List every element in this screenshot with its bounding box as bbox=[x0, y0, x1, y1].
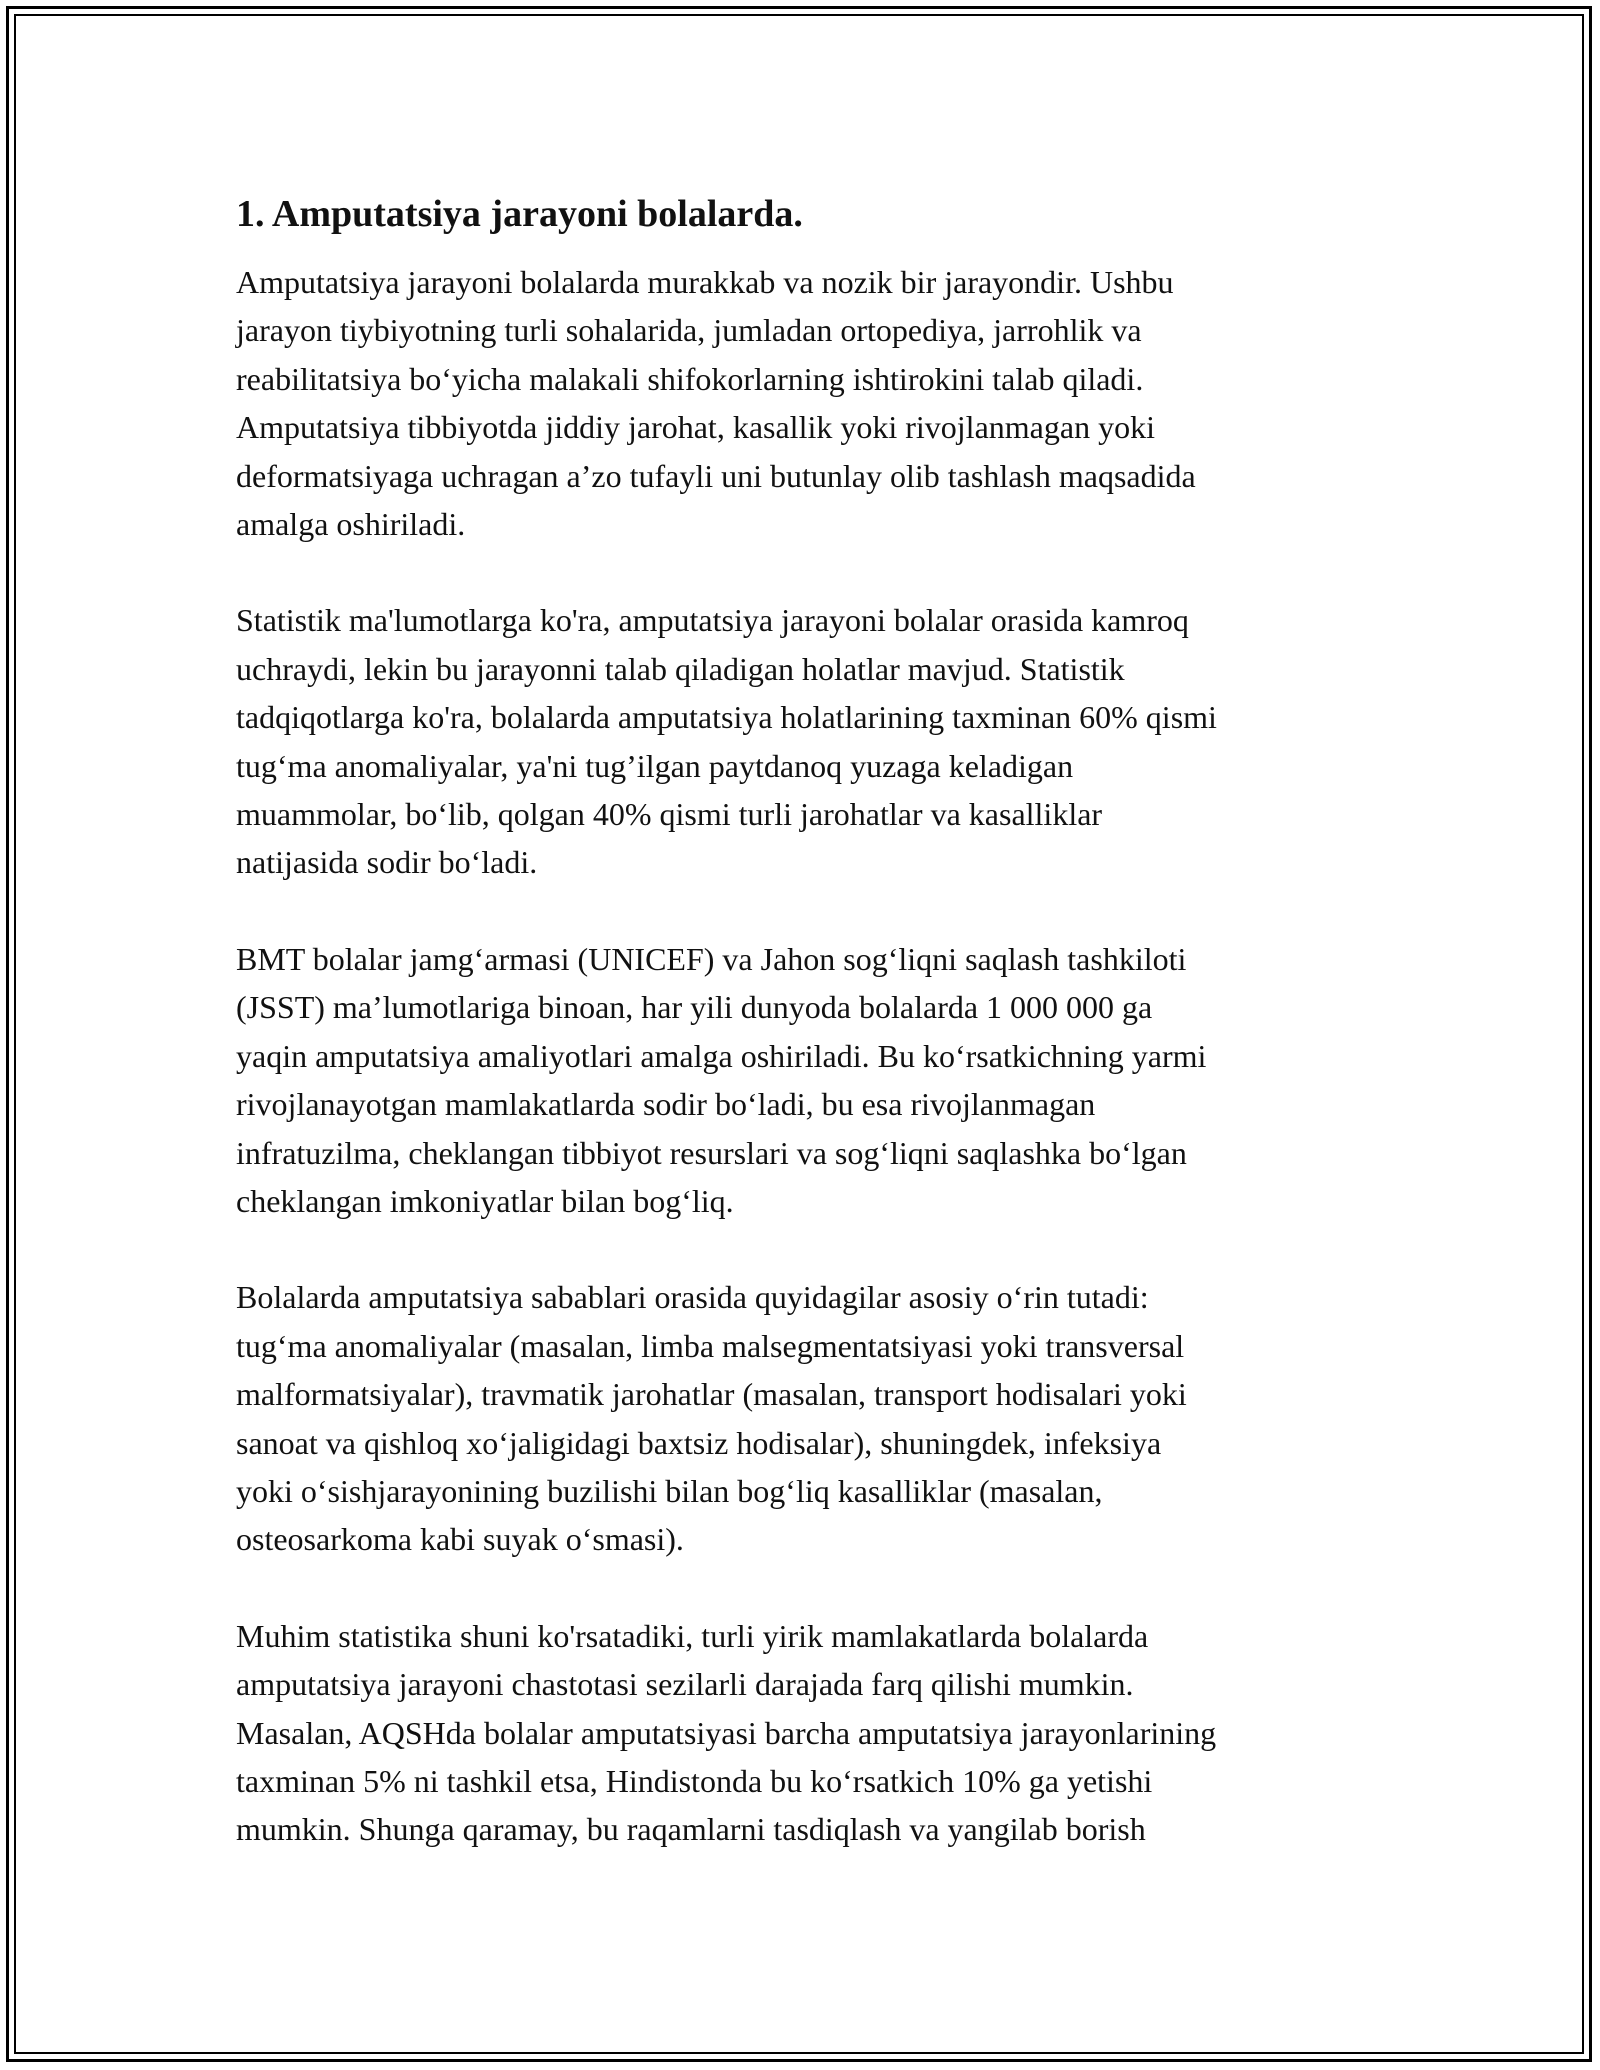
body-paragraph bbox=[236, 258, 1376, 548]
paragraph-spacer bbox=[236, 887, 1376, 935]
text-line: infratuzilma, cheklangan tibbiyot resurslari va sog‘liqni saqlashka bo‘lgan bbox=[236, 1134, 1187, 1171]
text-line: Amputatsiya jarayoni bolalarda murakkab va nozik bir jarayondir. Ushbu bbox=[236, 264, 1174, 300]
text-line: mumkin. Shunga qaramay, bu raqamlarni tasdiqlash va yangilab borish bbox=[236, 1811, 1146, 1848]
text-line: Statistik ma'lumotlarga ko'ra, amputatsiya jarayoni bolalar orasida kamroq bbox=[236, 602, 1189, 639]
text-line: (JSST) ma’lumotlariga binoan, har yili dunyoda bolalarda 1 000 000 ga bbox=[236, 989, 1153, 1026]
text-line: Muhim statistika shuni ko'rsatadiki, turli yirik mamlakatlarda bolalarda bbox=[236, 1617, 1149, 1654]
text-line: BMT bolalar jamg‘armasi (UNICEF) va Jahon sog‘liqni saqlash tashkiloti bbox=[236, 940, 1187, 977]
body-paragraph bbox=[236, 1273, 1376, 1563]
text-line: Masalan, AQSHda bolalar amputatsiyasi barcha amputatsiya jarayonlarining bbox=[236, 1714, 1217, 1751]
paragraph-spacer bbox=[236, 548, 1376, 596]
document-body bbox=[236, 190, 1376, 1854]
text-line: uchraydi, lekin bu jarayonni talab qiladigan holatlar mavjud. Statistik bbox=[236, 650, 1125, 687]
body-paragraph bbox=[236, 935, 1376, 1225]
body-paragraph bbox=[236, 596, 1376, 886]
body-paragraph bbox=[236, 1612, 1376, 1854]
text-line: Amputatsiya tibbiyotda jiddiy jarohat, kasallik yoki rivojlanmagan yoki bbox=[236, 409, 1155, 446]
text-line: reabilitatsiya bo‘yicha malakali shifokorlarning ishtirokini talab qiladi. bbox=[236, 360, 1144, 397]
text-line: amputatsiya jarayoni chastotasi sezilarli darajada farq qilishi mumkin. bbox=[236, 1666, 1134, 1703]
text-line: yoki o‘sishjarayonining buzilishi bilan bog‘liq kasalliklar (masalan, bbox=[236, 1472, 1103, 1509]
text-line: sanoat va qishloq xo‘jaligidagi baxtsiz hodisalar), shuningdek, infeksiya bbox=[236, 1424, 1162, 1461]
paragraph-spacer bbox=[236, 1564, 1376, 1612]
text-line: deformatsiyaga uchragan a’zo tufayli uni butunlay olib tashlash maqsadida bbox=[236, 457, 1196, 494]
text-line: tug‘ma anomaliyalar (masalan, limba malsegmentatsiyasi yoki transversal bbox=[236, 1327, 1185, 1364]
text-line: osteosarkoma kabi suyak o‘smasi). bbox=[236, 1521, 684, 1558]
text-line: tadqiqotlarga ko'ra, bolalarda amputatsiya holatlarining taxminan 60% qismi bbox=[236, 699, 1217, 736]
text-line: cheklangan imkoniyatlar bilan bog‘liq. bbox=[236, 1182, 734, 1219]
text-line: jarayon tiybiyotning turli sohalarida, jumladan ortopediya, jarrohlik va bbox=[236, 312, 1142, 349]
paragraph-spacer bbox=[236, 1225, 1376, 1273]
text-line: natijasida sodir bo‘ladi. bbox=[236, 844, 538, 881]
text-line: rivojlanayotgan mamlakatlarda sodir bo‘ladi, bu esa rivojlanmagan bbox=[236, 1086, 1096, 1123]
text-line: Bolalarda amputatsiya sabablari orasida quyidagilar asosiy o‘rin tutadi: bbox=[236, 1279, 1149, 1316]
paragraph-list bbox=[236, 258, 1376, 1854]
text-line: yaqin amputatsiya amaliyotlari amalga oshiriladi. Bu ko‘rsatkichning yarmi bbox=[236, 1037, 1207, 1074]
text-line: malformatsiyalar), travmatik jarohatlar (masalan, transport hodisalari yoki bbox=[236, 1376, 1187, 1413]
text-line: amalga oshiriladi. bbox=[236, 506, 466, 543]
section-heading: 1. Amputatsiya jarayoni bolalarda. bbox=[236, 193, 803, 235]
text-line: tug‘ma anomaliyalar, ya'ni tug’ilgan paytdanoq yuzaga keladigan bbox=[236, 747, 1074, 784]
text-line: muammolar, bo‘lib, qolgan 40% qismi turli jarohatlar va kasalliklar bbox=[236, 796, 1103, 833]
text-line: taxminan 5% ni tashkil etsa, Hindistonda bu ko‘rsatkich 10% ga yetishi bbox=[236, 1762, 1153, 1799]
